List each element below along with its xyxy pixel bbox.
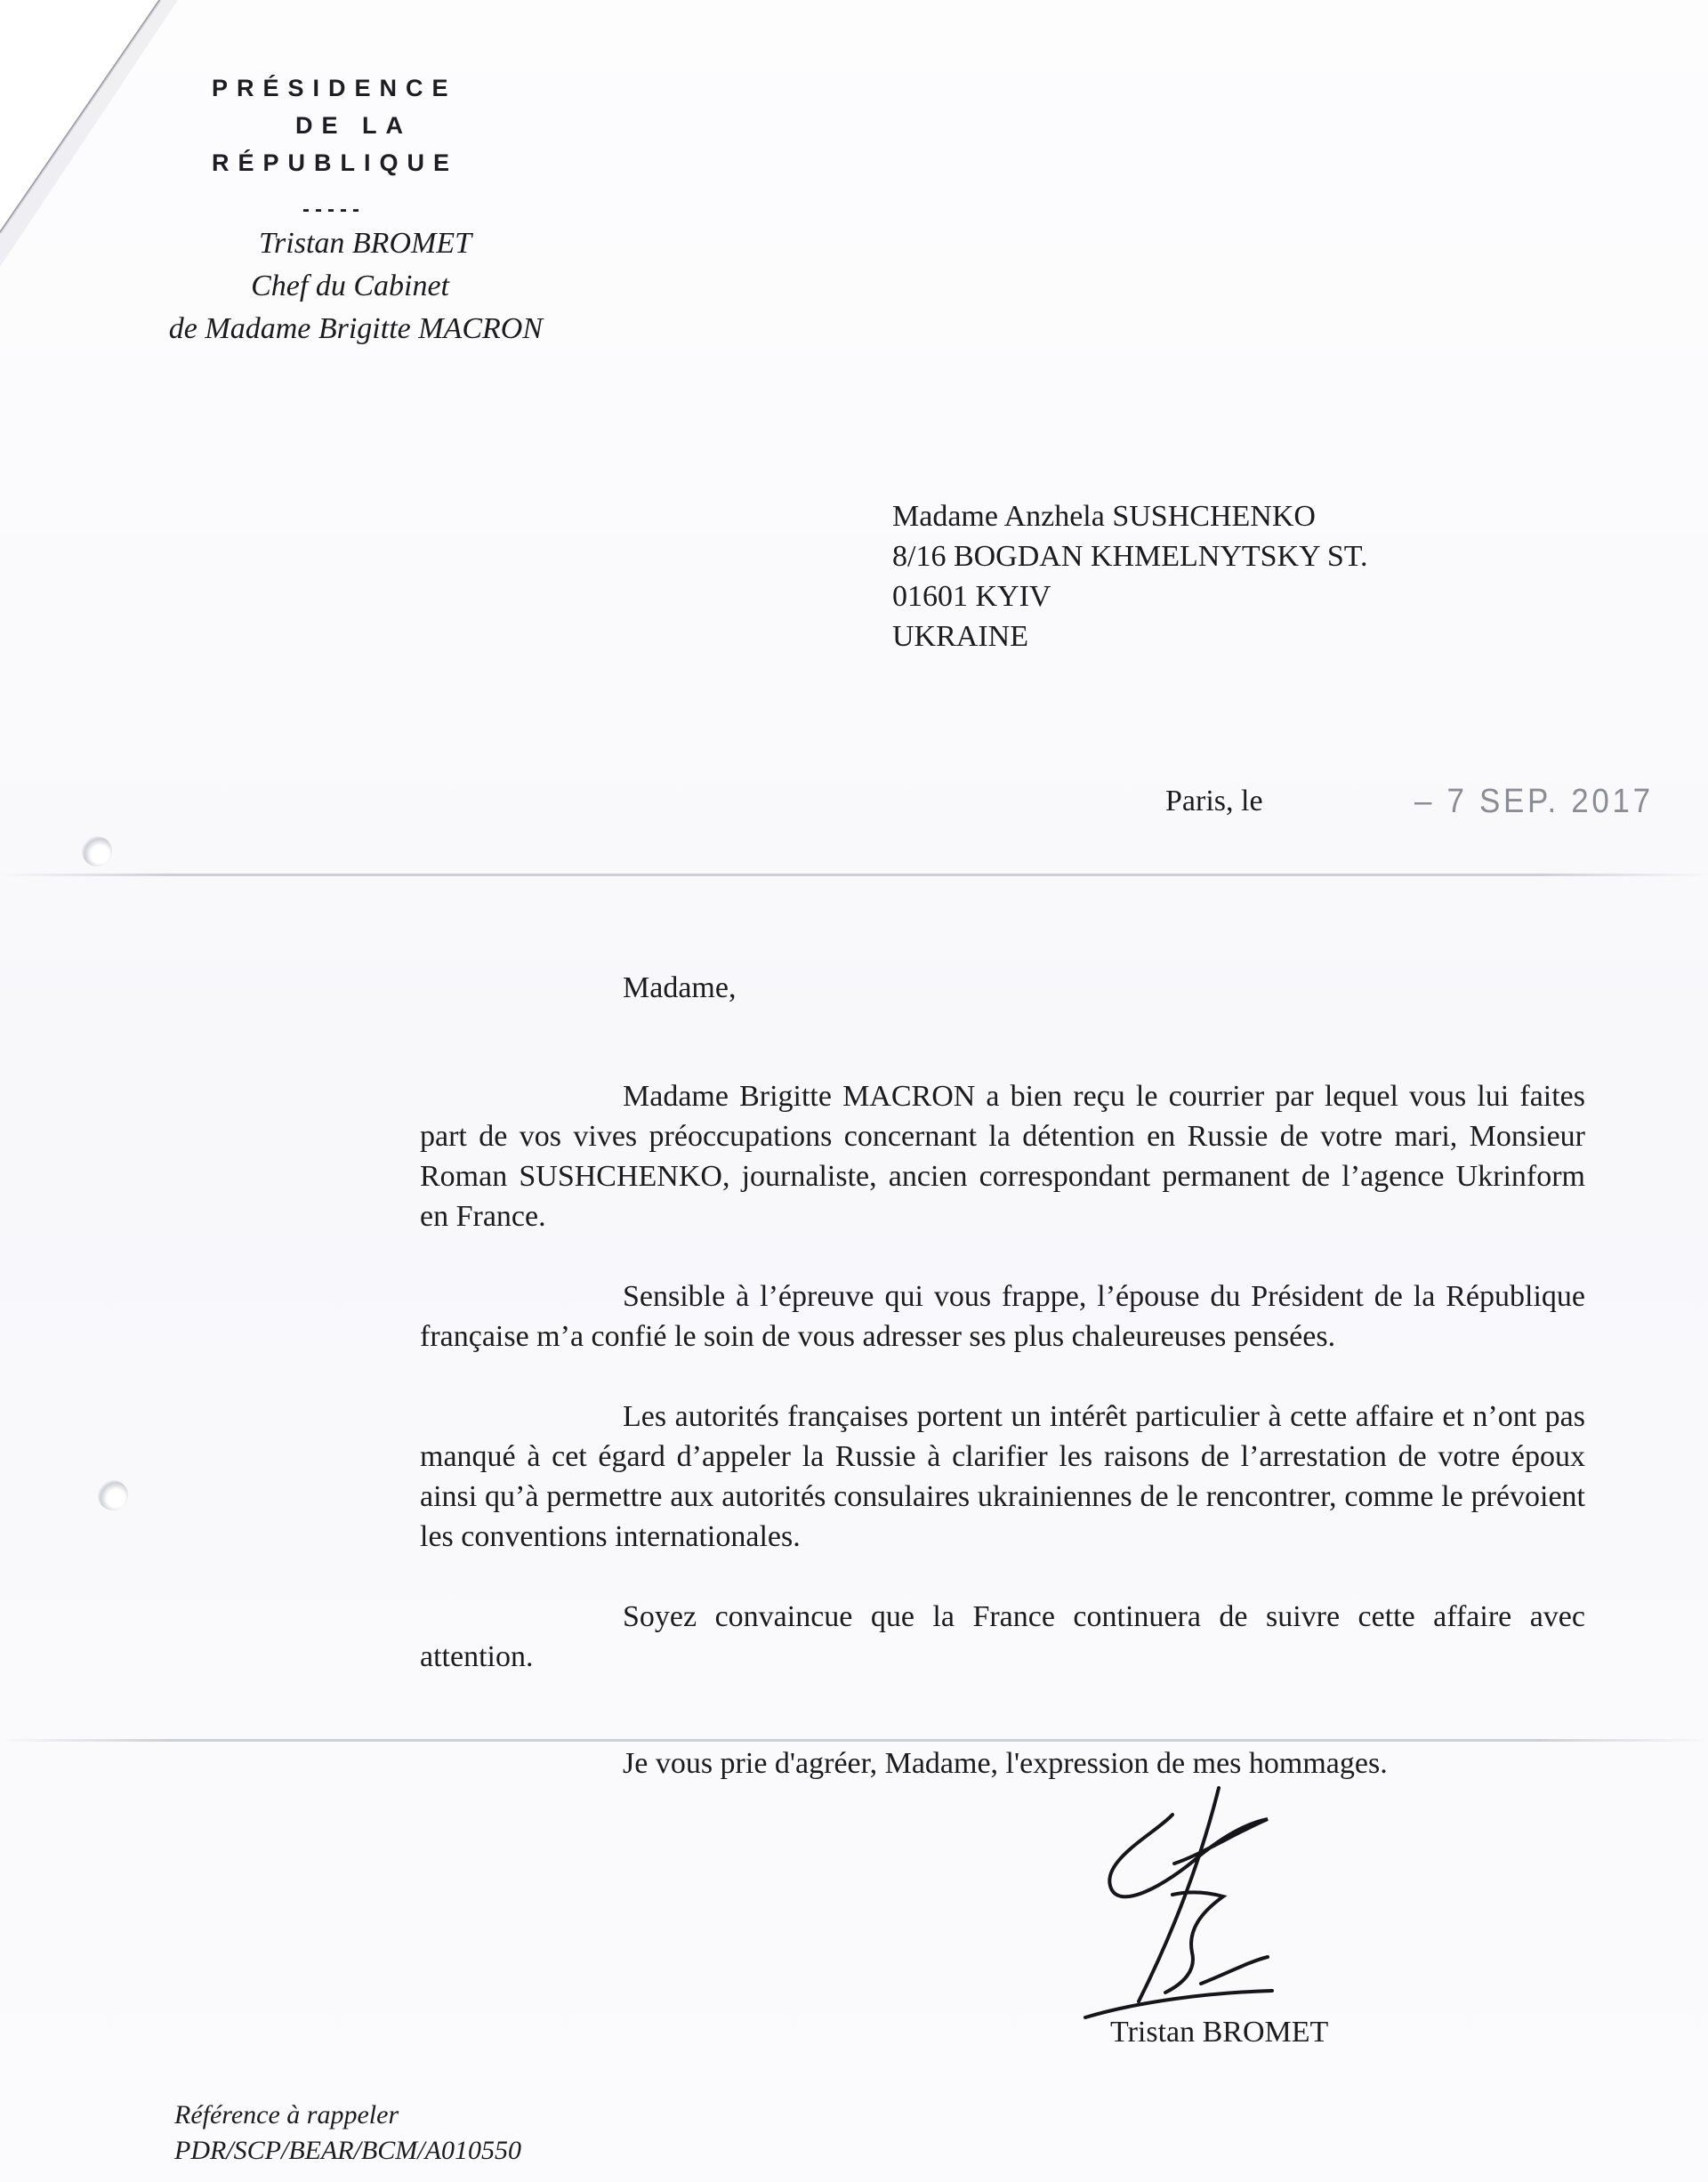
paper-fold-line [0,874,1708,876]
recipient-city: 01601 KYIV [892,580,1051,613]
letter-body [420,1076,1585,1709]
letterhead-separator: ----- [302,197,365,221]
punch-hole [98,1480,128,1510]
recipient-name: Madame Anzhela SUSHCHENKO [892,500,1316,533]
salutation: Madame, [623,971,737,1004]
signer-name: Tristan BROMET [1110,2016,1329,2049]
punch-hole [82,836,112,866]
recipient-street: 8/16 BOGDAN KHMELNYTSKY ST. [892,540,1368,573]
recipient-address [892,496,1368,656]
paper-fold-line [0,1739,1708,1742]
handwritten-signature [1068,1779,1334,2046]
sender-name: Tristan BROMET [259,227,471,260]
reference-code: PDR/SCP/BEAR/BCM/A010550 [174,2136,521,2165]
letterhead-line: PRÉSIDENCE [212,75,457,101]
closing-formula: Je vous prie d'agréer, Madame, l'expression de mes hommages. [623,1747,1388,1780]
letterhead [212,69,496,181]
letterhead-line: RÉPUBLIQUE [212,149,459,176]
sender-office: de Madame Brigitte MACRON [168,312,543,345]
body-paragraph: Les autorités françaises portent un intérêt particulier à cette affaire et n’ont pas manqué à cet égard d’appeler la Russie à clarifier les raisons de l’arrestation de votre époux ainsi qu’à permettre aux autorités consulaires ukrainiennes de le rencontrer, comme le prévoient les conventions internationales. [420,1400,1585,1553]
sender-block [133,222,543,350]
recipient-country: UKRAINE [892,620,1028,653]
body-paragraph: Madame Brigitte MACRON a bien reçu le courrier par lequel vous lui faites part de vos vives préoccupations concernant la détention en Russie de votre mari, Monsieur Roman SUSHCHENKO, journaliste, ancien correspondant permanent de l’agence Ukrinform en France. [420,1080,1585,1233]
place-label: Paris, le [1165,785,1263,817]
date-stamp: – 7 SEP. 2017 [1414,783,1654,820]
body-paragraph: Soyez convaincue que la France continuera de suivre cette affaire avec attention. [420,1600,1585,1673]
sender-role: Chef du Cabinet [251,270,449,302]
reference-block [174,2097,521,2169]
letterhead-line: DE LA [295,112,412,139]
body-paragraph: Sensible à l’épreuve qui vous frappe, l’épouse du Président de la République française m’a confié le soin de vous adresser ses plus chaleureuses pensées. [420,1280,1585,1353]
reference-label: Référence à rappeler [174,2100,399,2130]
